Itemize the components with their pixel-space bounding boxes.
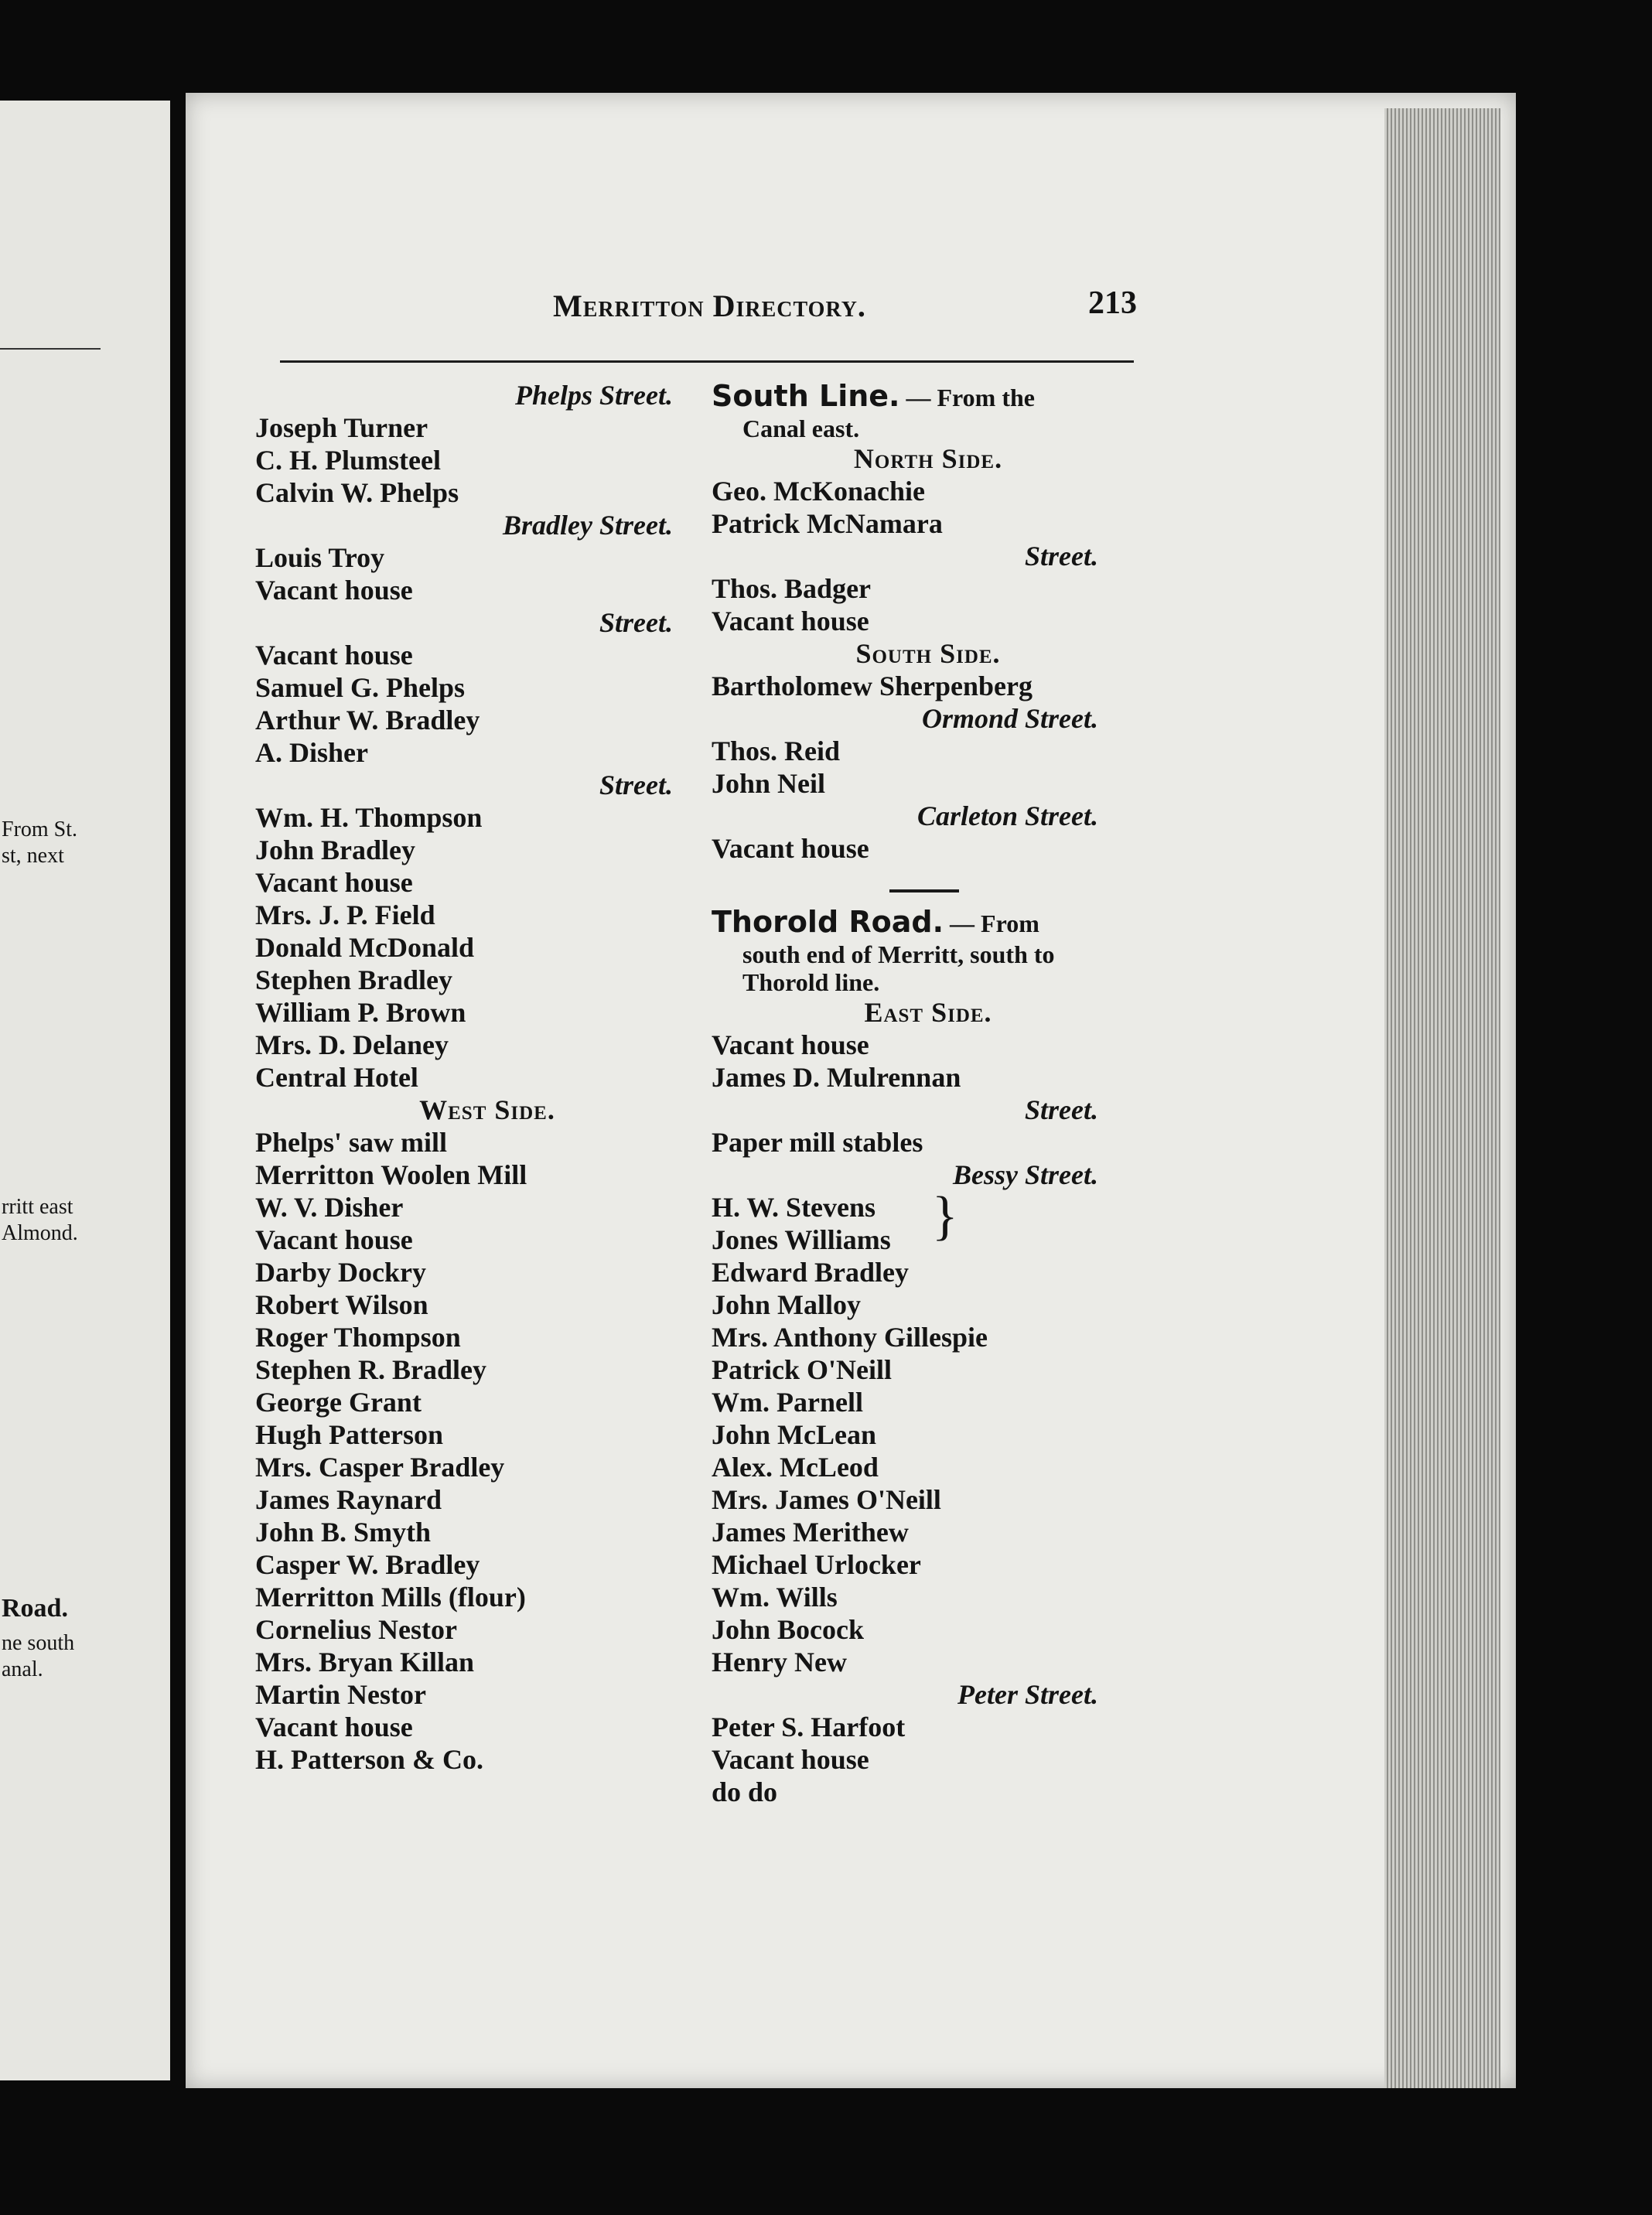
- street-heading: Bradley Street.: [503, 510, 673, 541]
- street-heading: Street.: [1025, 541, 1098, 572]
- directory-entry: William P. Brown: [255, 997, 466, 1028]
- side-heading: South Side.: [855, 638, 1001, 669]
- directory-entry: Michael Urlocker: [712, 1549, 921, 1580]
- directory-entry: Cornelius Nestor: [255, 1614, 457, 1645]
- directory-entry: Alex. McLeod: [712, 1452, 879, 1483]
- running-title: Merritton Directory.: [553, 288, 866, 323]
- directory-entry: Roger Thompson: [255, 1322, 461, 1353]
- directory-entry: Samuel G. Phelps: [255, 672, 466, 703]
- directory-entry: Wm. H. Thompson: [255, 802, 483, 833]
- street-heading: Phelps Street.: [515, 380, 673, 411]
- entry-brace: }: [932, 1186, 958, 1246]
- directory-entry: Vacant house: [255, 1224, 413, 1255]
- side-heading: North Side.: [853, 443, 1003, 474]
- facing-page-rule: [0, 348, 101, 350]
- directory-entry: Merritton Woolen Mill: [255, 1159, 527, 1190]
- facing-page-text: Road.: [2, 1594, 68, 1623]
- south-line-heading: [712, 379, 1145, 415]
- directory-entry: Patrick O'Neill: [712, 1354, 892, 1385]
- directory-entry: Phelps' saw mill: [255, 1127, 448, 1158]
- street-heading: Ormond Street.: [921, 703, 1098, 734]
- directory-entry: James D. Mulrennan: [712, 1062, 961, 1093]
- side-heading: East Side.: [864, 997, 992, 1028]
- directory-entry: John Bradley: [255, 834, 416, 865]
- directory-entry: Mrs. D. Delaney: [255, 1029, 449, 1060]
- thorold-road-subtitle-1: south end of Merritt, south to: [742, 940, 1055, 968]
- facing-page-text: st, next: [2, 844, 64, 868]
- directory-entry: Joseph Turner: [255, 412, 428, 443]
- directory-entry: Hugh Patterson: [255, 1419, 443, 1450]
- directory-entry: A. Disher: [255, 737, 368, 768]
- directory-entry: W. V. Disher: [255, 1192, 404, 1223]
- street-heading: Carleton Street.: [916, 800, 1098, 831]
- directory-entry: H. Patterson & Co.: [255, 1744, 483, 1775]
- south-line-title: South Line.: [712, 379, 900, 413]
- directory-entry: Peter S. Harfoot: [712, 1712, 906, 1742]
- directory-entry: Bartholomew Sherpenberg: [712, 671, 1032, 701]
- street-heading: Peter Street.: [957, 1679, 1098, 1710]
- directory-entry: Louis Troy: [255, 542, 385, 573]
- directory-entry: Vacant house: [255, 575, 413, 606]
- directory-entry: Mrs. James O'Neill: [712, 1484, 941, 1515]
- header-rule: [280, 360, 1134, 363]
- directory-entry: H. W. Stevens: [712, 1192, 876, 1223]
- side-heading: West Side.: [419, 1094, 555, 1125]
- directory-entry: Merritton Mills (flour): [255, 1582, 526, 1613]
- directory-entry: Vacant house: [255, 1712, 413, 1742]
- thorold-road-heading: [712, 905, 1145, 940]
- directory-entry: George Grant: [255, 1387, 422, 1418]
- directory-entry: Jones Williams: [712, 1224, 891, 1255]
- south-line-title-rest: — From the: [899, 384, 1035, 411]
- directory-entry: Vacant house: [255, 867, 413, 898]
- directory-entry: do do: [712, 1776, 778, 1807]
- directory-entry: Vacant house: [712, 833, 869, 864]
- directory-entry: John McLean: [712, 1419, 877, 1450]
- directory-entry: Arthur W. Bradley: [255, 705, 480, 735]
- street-heading: Street.: [599, 607, 673, 638]
- facing-page-text: ne south: [2, 1631, 75, 1655]
- directory-entry: Thos. Reid: [712, 735, 841, 766]
- directory-entry: Patrick McNamara: [712, 508, 943, 539]
- directory-entry: Calvin W. Phelps: [255, 477, 459, 508]
- right-column: [712, 379, 1145, 1808]
- street-heading: Street.: [599, 770, 673, 800]
- directory-entry: Central Hotel: [255, 1062, 418, 1093]
- directory-entry: Wm. Parnell: [712, 1387, 863, 1418]
- facing-page-fragment: [0, 101, 170, 2080]
- page-header: [278, 280, 1137, 326]
- directory-entry: Vacant house: [255, 640, 413, 671]
- page-edge-stack: [1384, 108, 1500, 2088]
- directory-entry: Donald McDonald: [255, 932, 475, 963]
- thorold-road-subtitle-2: Thorold line.: [742, 968, 880, 996]
- south-line-subtitle: Canal east.: [742, 415, 860, 442]
- directory-entry: Vacant house: [712, 606, 869, 637]
- directory-entry: Thos. Badger: [712, 573, 872, 604]
- thorold-road-title: Thorold Road.: [712, 905, 944, 939]
- thorold-road-title-rest: — From: [944, 910, 1039, 937]
- directory-entry: Stephen Bradley: [255, 964, 453, 995]
- directory-entry: John Neil: [712, 768, 826, 799]
- directory-entry: Casper W. Bradley: [255, 1549, 480, 1580]
- directory-entry: James Merithew: [712, 1517, 909, 1548]
- directory-entry: Martin Nestor: [255, 1679, 426, 1710]
- street-heading: Street.: [1025, 1094, 1098, 1125]
- directory-entry: Darby Dockry: [255, 1257, 426, 1288]
- directory-entry: John B. Smyth: [255, 1517, 432, 1548]
- directory-entry: Vacant house: [712, 1029, 869, 1060]
- section-divider: [889, 889, 959, 892]
- directory-entry: Mrs. Anthony Gillespie: [712, 1322, 988, 1353]
- directory-entry: Stephen R. Bradley: [255, 1354, 487, 1385]
- directory-entry: Mrs. Casper Bradley: [255, 1452, 505, 1483]
- directory-entry: James Raynard: [255, 1484, 442, 1515]
- directory-entry: John Malloy: [712, 1289, 862, 1320]
- directory-entry: John Bocock: [712, 1614, 865, 1645]
- directory-entry: Mrs. Bryan Killan: [255, 1647, 475, 1677]
- directory-entry: Henry New: [712, 1647, 847, 1677]
- directory-entry: Edward Bradley: [712, 1257, 910, 1288]
- directory-entry: Paper mill stables: [712, 1127, 923, 1158]
- directory-entry: Mrs. J. P. Field: [255, 899, 435, 930]
- facing-page-text: rritt east: [2, 1195, 73, 1219]
- facing-page-text: Almond.: [2, 1221, 78, 1245]
- facing-page-text: anal.: [2, 1657, 43, 1681]
- directory-entry: Geo. McKonachie: [712, 476, 925, 507]
- directory-entry: C. H. Plumsteel: [255, 445, 441, 476]
- facing-page-text: From St.: [2, 817, 78, 841]
- directory-entry: Vacant house: [712, 1744, 869, 1775]
- directory-entry: Robert Wilson: [255, 1289, 428, 1320]
- left-column: [255, 379, 719, 1776]
- directory-entry: Wm. Wills: [712, 1582, 838, 1613]
- page-number: 213: [1088, 285, 1137, 321]
- street-heading: Bessy Street.: [953, 1159, 1098, 1190]
